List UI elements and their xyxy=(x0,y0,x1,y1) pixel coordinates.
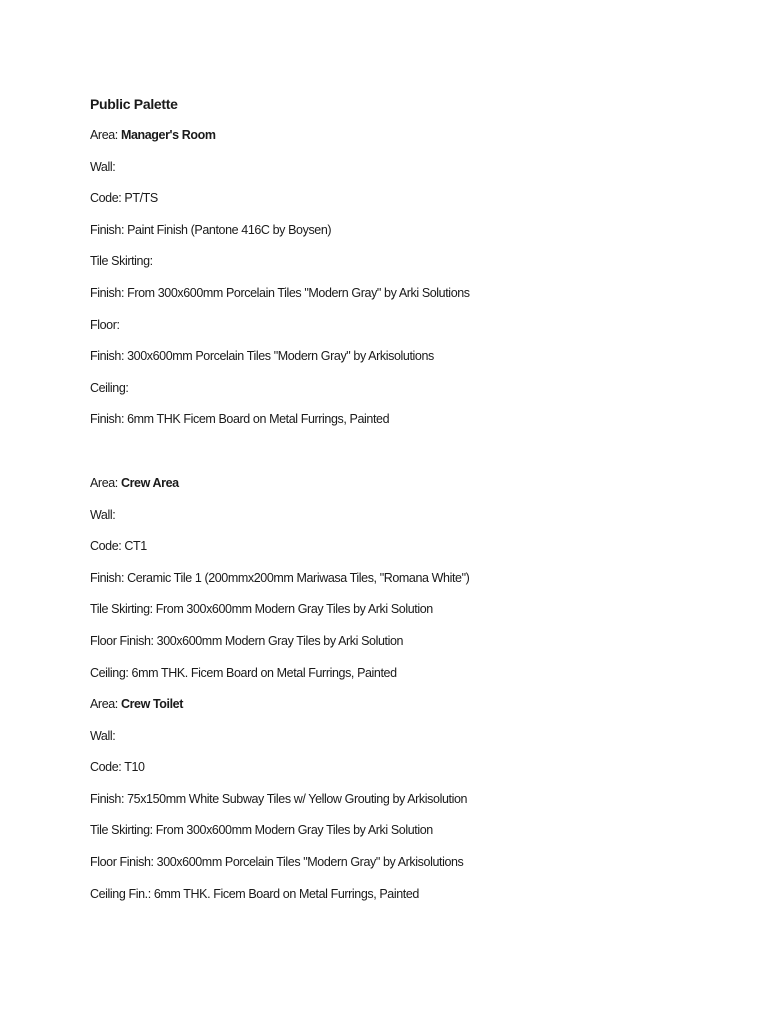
area-label: Area: xyxy=(90,697,121,712)
spec-line: Finish: Paint Finish (Pantone 416C by Boysen) xyxy=(90,222,332,237)
spec-line: Wall: xyxy=(90,507,116,522)
spec-line: Tile Skirting: From 300x600mm Modern Gray Tiles by Arki Solution xyxy=(90,823,433,838)
area-label: Area: xyxy=(90,128,121,142)
document-page xyxy=(90,93,730,915)
spec-line: Finish: 6mm THK Ficem Board on Metal Furrings, Painted xyxy=(90,412,390,427)
spec-line: Tile Skirting: xyxy=(90,254,153,269)
spec-line: Wall: xyxy=(90,159,116,174)
spec-line: Finish: From 300x600mm Porcelain Tiles "Modern Gray" by Arki Solutions xyxy=(90,285,470,300)
area-name: Crew Toilet xyxy=(120,697,183,712)
area-label: Area: xyxy=(90,475,121,490)
area-name: Crew Area xyxy=(120,475,179,490)
spec-line: Finish: Ceramic Tile 1 (200mmx200mm Mariwasa Tiles, "Romana White") xyxy=(90,570,470,585)
spec-line: Tile Skirting: From 300x600mm Modern Gray Tiles by Arki Solution xyxy=(90,602,433,617)
area-heading xyxy=(90,125,730,157)
spec-line: Wall: xyxy=(90,728,116,743)
area-heading xyxy=(90,473,730,505)
area-heading xyxy=(90,694,730,726)
spec-line: Ceiling: xyxy=(90,380,129,395)
spec-line: Code: T10 xyxy=(90,760,145,775)
spec-line: Finish: 75x150mm White Subway Tiles w/ Yellow Grouting by Arkisolution xyxy=(90,791,468,806)
spec-line: Ceiling Fin.: 6mm THK. Ficem Board on Metal Furrings, Painted xyxy=(90,886,419,901)
spec-line: Ceiling: 6mm THK. Ficem Board on Metal Furrings, Painted xyxy=(90,665,397,680)
spec-line: Code: PT/TS xyxy=(90,191,158,206)
section-spacer xyxy=(90,441,730,473)
spec-line: Floor Finish: 300x600mm Porcelain Tiles "Modern Gray" by Arkisolutions xyxy=(90,855,464,870)
spec-line: Finish: 300x600mm Porcelain Tiles "Modern Gray" by Arkisolutions xyxy=(90,349,434,364)
spec-line: Floor: xyxy=(90,317,120,332)
area-name: Manager's Room xyxy=(120,128,216,142)
document-title: Public Palette xyxy=(90,96,178,112)
spec-line: Floor Finish: 300x600mm Modern Gray Tiles by Arki Solution xyxy=(90,633,404,648)
spec-line: Code: CT1 xyxy=(90,539,147,554)
